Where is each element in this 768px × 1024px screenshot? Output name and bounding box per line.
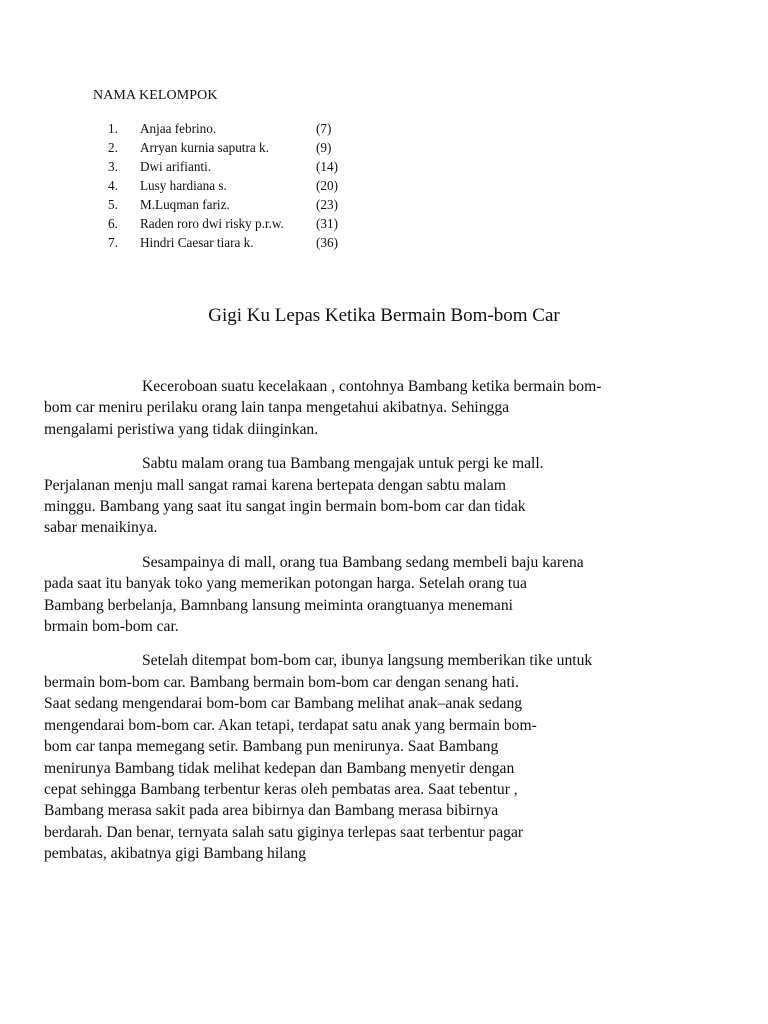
text-line: cepat sehingga Bambang terbentur keras oleh pembatas area. Saat tebentur , <box>44 780 518 798</box>
member-absen-number: (23) <box>316 197 338 212</box>
member-number: 3. <box>108 159 118 174</box>
text-line: mengendarai bom-bom car. Akan tetapi, terdapat satu anak yang bermain bom- <box>44 716 537 734</box>
story-body <box>44 376 676 878</box>
member-number: 4. <box>108 178 118 193</box>
text-line: pembatas, akibatnya gigi Bambang hilang <box>44 845 306 863</box>
paragraph <box>44 376 676 440</box>
member-number: 5. <box>108 197 118 212</box>
text-line: Bambang merasa sakit pada area bibirnya dan Bambang merasa bibirnya <box>44 802 499 820</box>
text-line: Keceroboan suatu kecelakaan , contohnya Bambang ketika bermain bom- <box>142 378 602 395</box>
text-line: brmain bom-bom car. <box>44 618 179 636</box>
text-line: minggu. Bambang yang saat itu sangat ingin bermain bom-bom car dan tidak <box>44 498 526 516</box>
text-line: bom car tanpa memegang setir. Bambang pun menirunya. Saat Bambang <box>44 738 499 756</box>
member-absen-number: (7) <box>316 121 332 136</box>
member-name: Anjaa febrino. <box>140 121 217 136</box>
paragraph <box>44 552 676 638</box>
member-number: 6. <box>108 216 118 231</box>
member-absen-number: (36) <box>316 235 338 250</box>
text-line: mengalami peristiwa yang tidak diinginkan. <box>44 420 319 438</box>
text-line: Bambang berbelanja, Bamnbang lansung meiminta orangtuanya menemani <box>44 596 513 614</box>
member-number: 2. <box>108 140 118 155</box>
document-title: Gigi Ku Lepas Ketika Bermain Bom-bom Car <box>208 305 560 326</box>
text-line: Sesampainya di mall, orang tua Bambang sedang membeli baju karena <box>142 553 584 571</box>
member-name: Raden roro dwi risky p.r.w. <box>140 216 284 231</box>
text-line: pada saat itu banyak toko yang memerikan potongan harga. Setelah orang tua <box>44 575 527 593</box>
member-absen-number: (9) <box>316 140 332 155</box>
text-line: Perjalanan menju mall sangat ramai karena bertepata dengan sabtu malam <box>44 476 506 494</box>
member-number: 1. <box>108 121 118 136</box>
text-line: berdarah. Dan benar, ternyata salah satu giginya terlepas saat terbentur pagar <box>44 823 524 841</box>
text-line: Saat sedang mengendarai bom-bom car Bambang melihat anak–anak sedang <box>44 695 523 713</box>
member-name: M.Luqman fariz. <box>140 197 230 212</box>
member-name: Lusy hardiana s. <box>140 178 227 193</box>
text-line: menirunya Bambang tidak melihat kedepan dan Bambang menyetir dengan <box>44 759 515 777</box>
member-name: Dwi arifianti. <box>140 159 212 174</box>
group-heading: NAMA KELOMPOK <box>93 88 218 103</box>
text-line: bom car meniru perilaku orang lain tanpa mengetahui akibatnya. Sehingga <box>44 399 510 417</box>
member-name: Arryan kurnia saputra k. <box>140 140 269 155</box>
text-line: sabar menaikinya. <box>44 519 158 537</box>
member-number: 7. <box>108 235 118 250</box>
member-name: Hindri Caesar tiara k. <box>140 235 254 250</box>
text-line: Setelah ditempat bom-bom car, ibunya langsung memberikan tike untuk <box>142 652 593 670</box>
paragraph <box>44 453 676 539</box>
member-absen-number: (31) <box>316 216 338 231</box>
paragraph <box>44 650 676 864</box>
member-absen-number: (20) <box>316 178 338 193</box>
text-line: Sabtu malam orang tua Bambang mengajak untuk pergi ke mall. <box>142 455 544 473</box>
member-absen-number: (14) <box>316 159 338 174</box>
text-line: bermain bom-bom car. Bambang bermain bom-bom car dengan senang hati. <box>44 673 520 691</box>
